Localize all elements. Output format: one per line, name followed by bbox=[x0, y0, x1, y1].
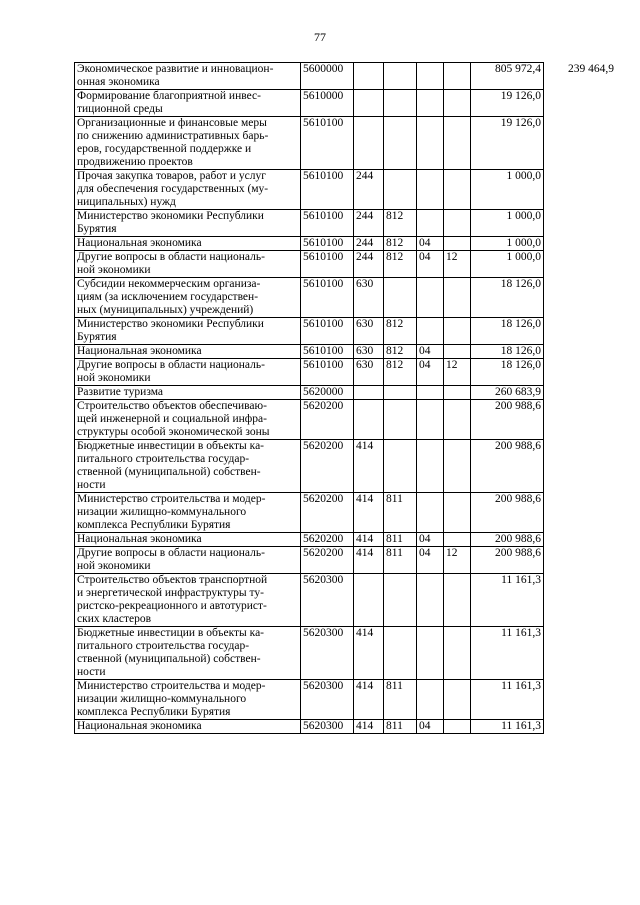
item-name-line: Национальная экономика bbox=[77, 720, 202, 732]
cell-target-article: 5610100 bbox=[301, 278, 354, 318]
cell-item-name bbox=[75, 251, 301, 278]
cell-subsection bbox=[444, 574, 471, 627]
cell-item-name bbox=[75, 237, 301, 251]
cell-target-article: 5620200 bbox=[301, 493, 354, 533]
cell-expense-type: 630 bbox=[354, 278, 384, 318]
cell-expense-type: 414 bbox=[354, 680, 384, 720]
cell-amount: 200 988,6 bbox=[471, 533, 544, 547]
cell-section: 04 bbox=[417, 547, 444, 574]
table-row bbox=[75, 574, 617, 627]
cell-administrator bbox=[384, 627, 417, 680]
cell-target-article: 5620200 bbox=[301, 547, 354, 574]
cell-subsection bbox=[444, 627, 471, 680]
cell-target-article: 5610100 bbox=[301, 170, 354, 210]
cell-amount: 1 000,0 bbox=[471, 210, 544, 237]
cell-item-name bbox=[75, 318, 301, 345]
cell-amount: 200 988,6 bbox=[471, 400, 544, 440]
item-name-line: структуры особой экономической зоны bbox=[77, 426, 270, 438]
cell-target-article: 5600000 bbox=[301, 63, 354, 90]
item-name-line: Развитие туризма bbox=[77, 386, 163, 398]
cell-amount: 1 000,0 bbox=[471, 237, 544, 251]
table-row bbox=[75, 278, 617, 318]
cell-item-name bbox=[75, 210, 301, 237]
cell-target-article: 5620300 bbox=[301, 680, 354, 720]
cell-administrator bbox=[384, 117, 417, 170]
cell-amount: 19 126,0 bbox=[471, 117, 544, 170]
item-name-line: ной экономики bbox=[77, 372, 151, 384]
cell-amount: 18 126,0 bbox=[471, 359, 544, 386]
cell-subsection bbox=[444, 278, 471, 318]
cell-item-name bbox=[75, 720, 301, 734]
cell-administrator bbox=[384, 386, 417, 400]
cell-subsection bbox=[444, 493, 471, 533]
table-row bbox=[75, 345, 617, 359]
cell-section bbox=[417, 278, 444, 318]
cell-target-article: 5620200 bbox=[301, 533, 354, 547]
cell-administrator: 812 bbox=[384, 318, 417, 345]
cell-subsection bbox=[444, 533, 471, 547]
cell-amount: 18 126,0 bbox=[471, 318, 544, 345]
cell-expense-type: 244 bbox=[354, 237, 384, 251]
cell-amount: 1 000,0 bbox=[471, 170, 544, 210]
cell-amount-extra bbox=[544, 359, 617, 386]
cell-amount-extra bbox=[544, 386, 617, 400]
item-name-line: и энергетической инфраструктуры ту- bbox=[77, 587, 264, 599]
item-name-line: Бюджетные инвестиции в объекты ка- bbox=[77, 627, 265, 639]
cell-subsection: 12 bbox=[444, 251, 471, 278]
cell-target-article: 5610100 bbox=[301, 318, 354, 345]
table-row bbox=[75, 533, 617, 547]
cell-item-name bbox=[75, 574, 301, 627]
cell-expense-type: 630 bbox=[354, 359, 384, 386]
cell-section: 04 bbox=[417, 345, 444, 359]
cell-expense-type: 414 bbox=[354, 440, 384, 493]
cell-target-article: 5610100 bbox=[301, 251, 354, 278]
cell-amount: 200 988,6 bbox=[471, 547, 544, 574]
cell-item-name bbox=[75, 627, 301, 680]
budget-table bbox=[74, 62, 616, 734]
item-name-line: Бюджетные инвестиции в объекты ка- bbox=[77, 440, 265, 452]
cell-expense-type: 414 bbox=[354, 720, 384, 734]
item-name-line: ной экономики bbox=[77, 560, 151, 572]
cell-target-article: 5610100 bbox=[301, 237, 354, 251]
cell-target-article: 5620000 bbox=[301, 386, 354, 400]
cell-section bbox=[417, 574, 444, 627]
item-name-line: ной экономики bbox=[77, 264, 151, 276]
item-name-line: ственной (муниципальной) собствен- bbox=[77, 653, 261, 665]
cell-amount-extra bbox=[544, 574, 617, 627]
table-row bbox=[75, 400, 617, 440]
cell-expense-type: 414 bbox=[354, 547, 384, 574]
cell-administrator: 811 bbox=[384, 720, 417, 734]
cell-amount: 19 126,0 bbox=[471, 90, 544, 117]
cell-expense-type: 244 bbox=[354, 170, 384, 210]
item-name-line: тиционной среды bbox=[77, 103, 163, 115]
cell-section: 04 bbox=[417, 237, 444, 251]
cell-section bbox=[417, 493, 444, 533]
cell-amount-extra bbox=[544, 170, 617, 210]
table-row bbox=[75, 493, 617, 533]
cell-amount: 805 972,4 bbox=[471, 63, 544, 90]
cell-section bbox=[417, 63, 444, 90]
item-name-line: комплекса Республики Бурятия bbox=[77, 706, 231, 718]
item-name-line: Министерство строительства и модер- bbox=[77, 493, 266, 505]
cell-amount: 18 126,0 bbox=[471, 345, 544, 359]
cell-section bbox=[417, 386, 444, 400]
table-row bbox=[75, 210, 617, 237]
item-name-line: циям (за исключением государствен- bbox=[77, 291, 259, 303]
item-name-line: Министерство экономики Республики bbox=[77, 210, 264, 222]
cell-administrator: 812 bbox=[384, 251, 417, 278]
cell-item-name bbox=[75, 493, 301, 533]
cell-subsection bbox=[444, 680, 471, 720]
cell-amount: 200 988,6 bbox=[471, 493, 544, 533]
item-name-line: Национальная экономика bbox=[77, 533, 202, 545]
cell-item-name bbox=[75, 547, 301, 574]
budget-table-body bbox=[75, 63, 617, 734]
cell-expense-type: 630 bbox=[354, 318, 384, 345]
cell-section: 04 bbox=[417, 720, 444, 734]
cell-section bbox=[417, 680, 444, 720]
cell-amount: 11 161,3 bbox=[471, 574, 544, 627]
item-name-line: Организационные и финансовые меры bbox=[77, 117, 267, 129]
item-name-line: Строительство объектов транспортной bbox=[77, 574, 268, 586]
cell-subsection bbox=[444, 318, 471, 345]
table-row bbox=[75, 251, 617, 278]
item-name-line: Формирование благоприятной инвес- bbox=[77, 90, 261, 102]
cell-subsection: 12 bbox=[444, 359, 471, 386]
table-row bbox=[75, 680, 617, 720]
cell-target-article: 5610100 bbox=[301, 345, 354, 359]
item-name-line: ских кластеров bbox=[77, 613, 152, 625]
cell-subsection bbox=[444, 237, 471, 251]
cell-administrator bbox=[384, 63, 417, 90]
cell-administrator: 812 bbox=[384, 210, 417, 237]
cell-expense-type bbox=[354, 386, 384, 400]
item-name-line: Министерство строительства и модер- bbox=[77, 680, 266, 692]
item-name-line: низации жилищно-коммунального bbox=[77, 693, 247, 705]
cell-section bbox=[417, 210, 444, 237]
cell-expense-type: 414 bbox=[354, 493, 384, 533]
cell-amount-extra bbox=[544, 90, 617, 117]
cell-amount: 11 161,3 bbox=[471, 680, 544, 720]
cell-item-name bbox=[75, 170, 301, 210]
cell-section bbox=[417, 318, 444, 345]
item-name-line: онная экономика bbox=[77, 76, 160, 88]
cell-section bbox=[417, 440, 444, 493]
cell-administrator bbox=[384, 90, 417, 117]
item-name-line: Другие вопросы в области националь- bbox=[77, 251, 265, 263]
item-name-line: Строительство объектов обеспечиваю- bbox=[77, 400, 267, 412]
cell-administrator: 811 bbox=[384, 493, 417, 533]
item-name-line: Бурятия bbox=[77, 223, 117, 235]
item-name-line: по снижению административных барь- bbox=[77, 130, 269, 142]
cell-amount-extra bbox=[544, 493, 617, 533]
cell-amount-extra bbox=[544, 237, 617, 251]
item-name-line: ности bbox=[77, 479, 106, 491]
cell-administrator: 811 bbox=[384, 680, 417, 720]
cell-amount: 1 000,0 bbox=[471, 251, 544, 278]
cell-item-name bbox=[75, 400, 301, 440]
item-name-line: Субсидии некоммерческим организа- bbox=[77, 278, 261, 290]
cell-amount-extra bbox=[544, 720, 617, 734]
cell-item-name bbox=[75, 90, 301, 117]
cell-target-article: 5610100 bbox=[301, 117, 354, 170]
cell-amount-extra bbox=[544, 627, 617, 680]
cell-subsection bbox=[444, 90, 471, 117]
cell-expense-type bbox=[354, 117, 384, 170]
cell-section bbox=[417, 90, 444, 117]
item-name-line: комплекса Республики Бурятия bbox=[77, 519, 231, 531]
cell-subsection bbox=[444, 345, 471, 359]
cell-section bbox=[417, 170, 444, 210]
cell-target-article: 5610100 bbox=[301, 210, 354, 237]
item-name-line: Прочая закупка товаров, работ и услуг bbox=[77, 170, 266, 182]
cell-amount-extra bbox=[544, 318, 617, 345]
cell-expense-type: 244 bbox=[354, 251, 384, 278]
cell-target-article: 5620300 bbox=[301, 720, 354, 734]
cell-target-article: 5620200 bbox=[301, 400, 354, 440]
cell-expense-type bbox=[354, 63, 384, 90]
cell-section: 04 bbox=[417, 251, 444, 278]
cell-section: 04 bbox=[417, 359, 444, 386]
item-name-line: питального строительства государ- bbox=[77, 453, 250, 465]
cell-expense-type: 630 bbox=[354, 345, 384, 359]
item-name-line: ниципальных) нужд bbox=[77, 196, 176, 208]
cell-subsection bbox=[444, 440, 471, 493]
cell-administrator bbox=[384, 170, 417, 210]
table-row bbox=[75, 170, 617, 210]
cell-subsection bbox=[444, 400, 471, 440]
item-name-line: ристско-рекреационного и автотурист- bbox=[77, 600, 267, 612]
cell-item-name bbox=[75, 278, 301, 318]
table-row bbox=[75, 359, 617, 386]
cell-amount-extra bbox=[544, 251, 617, 278]
cell-item-name bbox=[75, 386, 301, 400]
item-name-line: ственной (муниципальной) собствен- bbox=[77, 466, 261, 478]
cell-administrator: 811 bbox=[384, 547, 417, 574]
cell-subsection bbox=[444, 63, 471, 90]
cell-subsection bbox=[444, 386, 471, 400]
cell-item-name bbox=[75, 345, 301, 359]
table-row bbox=[75, 720, 617, 734]
cell-administrator bbox=[384, 440, 417, 493]
cell-expense-type: 244 bbox=[354, 210, 384, 237]
cell-subsection bbox=[444, 210, 471, 237]
table-row bbox=[75, 386, 617, 400]
cell-expense-type bbox=[354, 400, 384, 440]
cell-administrator bbox=[384, 278, 417, 318]
item-name-line: низации жилищно-коммунального bbox=[77, 506, 247, 518]
cell-target-article: 5610000 bbox=[301, 90, 354, 117]
cell-amount-extra bbox=[544, 278, 617, 318]
cell-administrator bbox=[384, 400, 417, 440]
item-name-line: для обеспечения государственных (му- bbox=[77, 183, 269, 195]
cell-administrator: 812 bbox=[384, 237, 417, 251]
item-name-line: еров, государственной поддержке и bbox=[77, 143, 252, 155]
item-name-line: ных (муниципальных) учреждений) bbox=[77, 304, 254, 316]
cell-expense-type bbox=[354, 574, 384, 627]
cell-amount: 18 126,0 bbox=[471, 278, 544, 318]
item-name-line: ности bbox=[77, 666, 106, 678]
cell-item-name bbox=[75, 440, 301, 493]
cell-amount-extra bbox=[544, 680, 617, 720]
cell-subsection bbox=[444, 720, 471, 734]
cell-amount-extra bbox=[544, 547, 617, 574]
cell-expense-type bbox=[354, 90, 384, 117]
cell-target-article: 5620300 bbox=[301, 627, 354, 680]
item-name-line: щей инженерной и социальной инфра- bbox=[77, 413, 267, 425]
item-name-line: Национальная экономика bbox=[77, 345, 202, 357]
item-name-line: Министерство экономики Республики bbox=[77, 318, 264, 330]
table-row bbox=[75, 237, 617, 251]
cell-amount: 200 988,6 bbox=[471, 440, 544, 493]
table-row bbox=[75, 627, 617, 680]
cell-administrator: 811 bbox=[384, 533, 417, 547]
cell-amount: 260 683,9 bbox=[471, 386, 544, 400]
cell-expense-type: 414 bbox=[354, 627, 384, 680]
item-name-line: питального строительства государ- bbox=[77, 640, 250, 652]
table-row bbox=[75, 547, 617, 574]
cell-amount-extra: 239 464,9 bbox=[544, 63, 617, 90]
item-name-line: Экономическое развитие и инновацион- bbox=[77, 63, 274, 75]
cell-amount-extra bbox=[544, 117, 617, 170]
cell-amount-extra bbox=[544, 440, 617, 493]
cell-target-article: 5620200 bbox=[301, 440, 354, 493]
cell-amount: 11 161,3 bbox=[471, 627, 544, 680]
cell-item-name bbox=[75, 359, 301, 386]
cell-target-article: 5610100 bbox=[301, 359, 354, 386]
cell-section: 04 bbox=[417, 533, 444, 547]
cell-subsection bbox=[444, 117, 471, 170]
cell-item-name bbox=[75, 117, 301, 170]
cell-item-name bbox=[75, 680, 301, 720]
table-row bbox=[75, 117, 617, 170]
cell-amount-extra bbox=[544, 210, 617, 237]
cell-administrator bbox=[384, 574, 417, 627]
cell-amount: 11 161,3 bbox=[471, 720, 544, 734]
cell-expense-type: 414 bbox=[354, 533, 384, 547]
table-row bbox=[75, 440, 617, 493]
page-number: 77 bbox=[314, 30, 326, 44]
item-name-line: Другие вопросы в области националь- bbox=[77, 359, 265, 371]
cell-section bbox=[417, 400, 444, 440]
item-name-line: Другие вопросы в области националь- bbox=[77, 547, 265, 559]
cell-administrator: 812 bbox=[384, 359, 417, 386]
cell-amount-extra bbox=[544, 533, 617, 547]
cell-amount-extra bbox=[544, 345, 617, 359]
cell-subsection: 12 bbox=[444, 547, 471, 574]
cell-item-name bbox=[75, 533, 301, 547]
item-name-line: Бурятия bbox=[77, 331, 117, 343]
cell-section bbox=[417, 117, 444, 170]
cell-amount-extra bbox=[544, 400, 617, 440]
cell-item-name bbox=[75, 63, 301, 90]
table-row bbox=[75, 63, 617, 90]
table-row bbox=[75, 318, 617, 345]
cell-target-article: 5620300 bbox=[301, 574, 354, 627]
cell-section bbox=[417, 627, 444, 680]
item-name-line: продвижению проектов bbox=[77, 156, 193, 168]
cell-subsection bbox=[444, 170, 471, 210]
item-name-line: Национальная экономика bbox=[77, 237, 202, 249]
table-row bbox=[75, 90, 617, 117]
cell-administrator: 812 bbox=[384, 345, 417, 359]
